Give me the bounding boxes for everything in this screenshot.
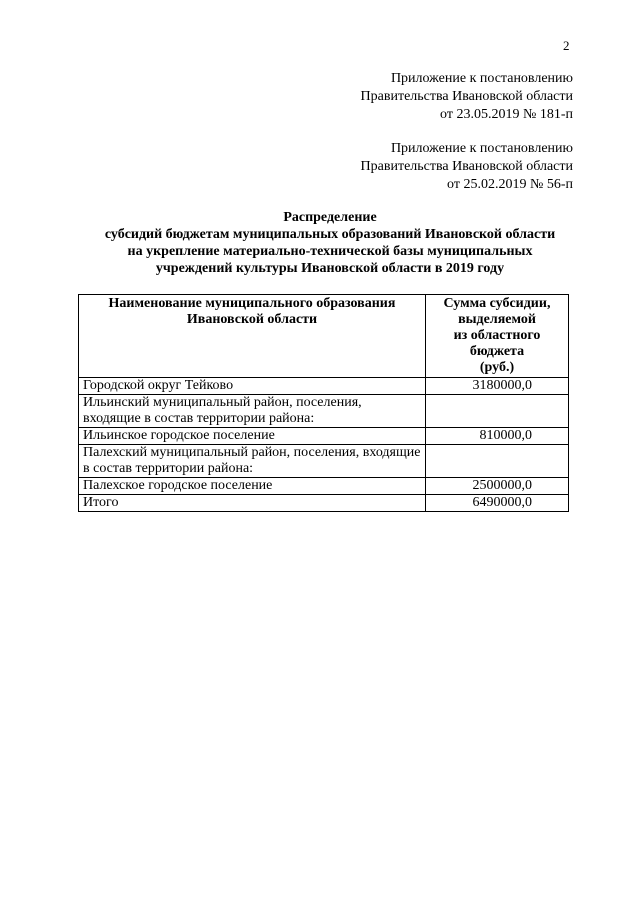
table-row xyxy=(79,428,569,445)
subsidy-amount-cell xyxy=(426,445,569,478)
title-line: на укрепление материально-технической базы муниципальных xyxy=(127,244,533,259)
appendix-header-current xyxy=(361,70,573,124)
appendix-date-number: от 25.02.2019 № 56-п xyxy=(447,177,573,192)
appendix-header-original xyxy=(361,140,573,194)
subsidy-amount-cell: 2500000,0 xyxy=(426,478,569,495)
document-title xyxy=(70,209,590,277)
header-line: выделяемой xyxy=(458,312,536,327)
municipality-name-cell: Ильинский муниципальный район, поселения, входящие в состав территории района: xyxy=(79,395,426,428)
header-line: бюджета xyxy=(469,344,525,359)
municipality-name-cell: Палехское городское поселение xyxy=(79,478,426,495)
appendix-line: Правительства Ивановской области xyxy=(360,159,573,174)
table-header-row xyxy=(79,295,569,378)
table-row xyxy=(79,445,569,478)
subsidy-amount-cell: 810000,0 xyxy=(426,428,569,445)
header-line: (руб.) xyxy=(479,360,515,375)
appendix-line: Правительства Ивановской области xyxy=(360,89,573,104)
header-line: Ивановской области xyxy=(186,312,318,327)
title-line: учреждений культуры Ивановской области в 2019 году xyxy=(155,261,505,276)
page-number: 2 xyxy=(563,38,570,53)
subsidy-amount-cell: 3180000,0 xyxy=(426,378,569,395)
table-row xyxy=(79,395,569,428)
appendix-line: Приложение к постановлению xyxy=(390,141,573,156)
total-label-cell: Итого xyxy=(79,495,426,512)
table-total-row xyxy=(79,495,569,512)
municipality-name-cell: Городской округ Тейково xyxy=(79,378,426,395)
table-row xyxy=(79,478,569,495)
municipality-name-cell: Палехский муниципальный район, поселения, входящие в состав территории района: xyxy=(79,445,426,478)
subsidy-amount-cell xyxy=(426,395,569,428)
table-row xyxy=(79,378,569,395)
header-line: из областного xyxy=(453,328,541,343)
total-amount-cell: 6490000,0 xyxy=(426,495,569,512)
appendix-date-number: от 23.05.2019 № 181-п xyxy=(440,107,573,122)
appendix-line: Приложение к постановлению xyxy=(390,71,573,86)
title-line: Распределение xyxy=(283,210,377,225)
subsidy-distribution-table xyxy=(78,294,569,512)
header-line: Наименование муниципального образования xyxy=(108,296,396,311)
column-header-subsidy-amount xyxy=(426,295,569,378)
title-line: субсидий бюджетам муниципальных образований Ивановской области xyxy=(104,227,556,242)
header-line: Сумма субсидии, xyxy=(443,296,551,311)
column-header-municipality xyxy=(79,295,426,378)
municipality-name-cell: Ильинское городское поселение xyxy=(79,428,426,445)
